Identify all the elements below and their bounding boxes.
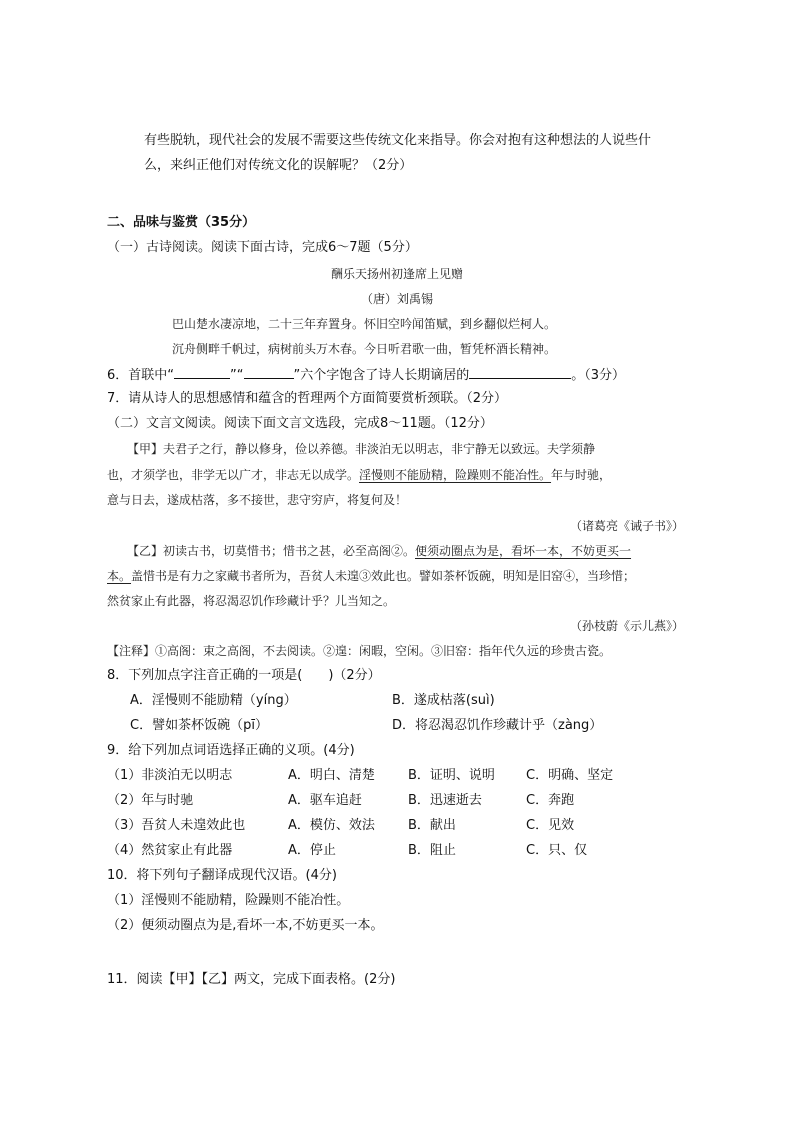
q6-blank-2[interactable]: [244, 366, 294, 379]
poem-author: （唐）刘禹锡: [360, 292, 433, 306]
yi-underlined-sentence-a: 便须动圈点为是，看坏一本，不妨更买一: [415, 544, 632, 558]
q9-item-2-option-c[interactable]: C．奔跑: [526, 793, 575, 808]
q9-item-2-option-b[interactable]: B．迅速逝去: [408, 793, 482, 808]
intro-line-2: 么，来纠正他们对传统文化的误解呢？（2分）: [144, 158, 413, 173]
q6-mid1: ”“: [230, 368, 244, 383]
yi-line-1-text: 【乙】初读古书，切莫惜书；惜书之甚，必至高阁②。: [127, 544, 416, 558]
section-heading: 二、品味与鉴赏（35分）: [107, 215, 256, 230]
yi-line-3: 然贫家止有此器，将忍渴忍饥作珍藏计乎？儿当知之。: [107, 594, 396, 608]
poem-line-1: 巴山楚水凄凉地，二十三年弃置身。怀旧空吟闻笛赋，到乡翻似烂柯人。: [172, 317, 557, 331]
q8-option-a[interactable]: A．淫慢则不能励精（yíng）: [130, 693, 297, 708]
q9-item-1-option-c[interactable]: C．明确、坚定: [526, 768, 614, 783]
q8-option-d[interactable]: D．将忍渴忍饥作珍藏计乎（zàng）: [392, 718, 603, 733]
poem-title: 酬乐天扬州初逢席上见赠: [330, 267, 463, 281]
q6-prefix: 6．首联中“: [107, 368, 175, 383]
yi-source: （孙枝蔚《示儿燕》）: [569, 619, 684, 633]
q9-item-1-option-b[interactable]: B．证明、说明: [408, 768, 495, 783]
q9-item-4: （4）然贫家止有此器: [107, 843, 233, 858]
q10-sentence-1: （1）淫慢则不能励精，险躁则不能冶性。: [107, 893, 350, 908]
jia-line-2-end: 年与时驰，: [551, 468, 612, 482]
yi-line-2-text: 盖惜书是有力之家藏书者所为，吾贫人未遑③效此也。譬如茶杯饭碗，明知是旧窑④，当珍惜；: [131, 569, 636, 583]
q9-item-1: （1）非淡泊无以明志: [107, 768, 233, 783]
question-10: 10．将下列句子翻译成现代汉语。(4分): [107, 868, 337, 883]
q6-suffix: 。（3分）: [571, 368, 626, 383]
q9-item-4-option-c[interactable]: C．只、仅: [526, 843, 588, 858]
q9-item-1-option-a[interactable]: A．明白、清楚: [288, 768, 375, 783]
question-11: 11．阅读【甲】【乙】两文，完成下面表格。(2分): [107, 972, 396, 987]
q9-item-3-option-b[interactable]: B．献出: [408, 818, 456, 833]
jia-line-2: [107, 467, 611, 483]
annotation-note: 【注释】①高阁：束之高阁，不去阅读。②遑：闲暇，空闲。③旧窑：指年代久远的珍贵古瓷。: [107, 644, 612, 658]
q9-item-3-option-c[interactable]: C．见效: [526, 818, 575, 833]
q9-item-3-option-a[interactable]: A．模仿、效法: [288, 818, 375, 833]
poem-line-2: 沉舟侧畔千帆过，病树前头万木春。今日听君歌一曲，暂凭杯酒长精神。: [172, 342, 557, 356]
q6-blank-1[interactable]: [174, 366, 230, 379]
part1-instruction: （一）古诗阅读。阅读下面古诗，完成6～7题（5分）: [107, 240, 418, 255]
question-6: [107, 366, 625, 384]
q8-option-c[interactable]: C．譬如茶杯饭碗（pī）: [130, 718, 268, 733]
intro-line-1: 有些脱轨，现代社会的发展不需要这些传统文化来指导。你会对抱有这种想法的人说些什: [144, 133, 652, 148]
jia-source: （诸葛亮《诫子书》）: [569, 519, 684, 533]
q6-mid2: ”六个字饱含了诗人长期谪居的: [293, 368, 470, 383]
q9-item-4-option-b[interactable]: B．阻止: [408, 843, 456, 858]
q9-item-2-option-a[interactable]: A．驱车追赶: [288, 793, 362, 808]
q10-sentence-2: （2）便须动圈点为是,看坏一本,不妨更买一本。: [107, 918, 384, 933]
yi-line-1: [127, 543, 631, 559]
q6-blank-3[interactable]: [469, 366, 571, 379]
yi-underlined-sentence-b: 本。: [107, 569, 132, 583]
yi-line-2: [107, 568, 635, 584]
question-8: 8．下列加点字注音正确的一项是( )（2分）: [107, 668, 381, 683]
q9-item-2: （2）年与时驰: [107, 793, 194, 808]
jia-line-1: 【甲】夫君子之行，静以修身，俭以养德。非淡泊无以明志，非宁静无以致远。夫学须静: [127, 442, 596, 456]
q9-item-4-option-a[interactable]: A．停止: [288, 843, 336, 858]
part2-instruction: （二）文言文阅读。阅读下面文言文选段，完成8～11题。（12分）: [107, 416, 493, 431]
question-9: 9．给下列加点词语选择正确的义项。(4分): [107, 743, 355, 758]
question-7: 7．请从诗人的思想感情和蕴含的哲理两个方面简要赏析颈联。（2分）: [107, 391, 508, 406]
q8-option-b[interactable]: B．遂成枯落(suì): [392, 693, 495, 708]
jia-line-3: 意与日去，遂成枯落，多不接世，悲守穷庐，将复何及！: [107, 493, 408, 507]
q9-item-3: （3）吾贫人未遑效此也: [107, 818, 246, 833]
jia-underlined-sentence: 淫慢则不能励精，险躁则不能冶性。: [359, 468, 552, 482]
jia-line-2-text: 也，才须学也，非学无以广才，非志无以成学。: [107, 468, 360, 482]
